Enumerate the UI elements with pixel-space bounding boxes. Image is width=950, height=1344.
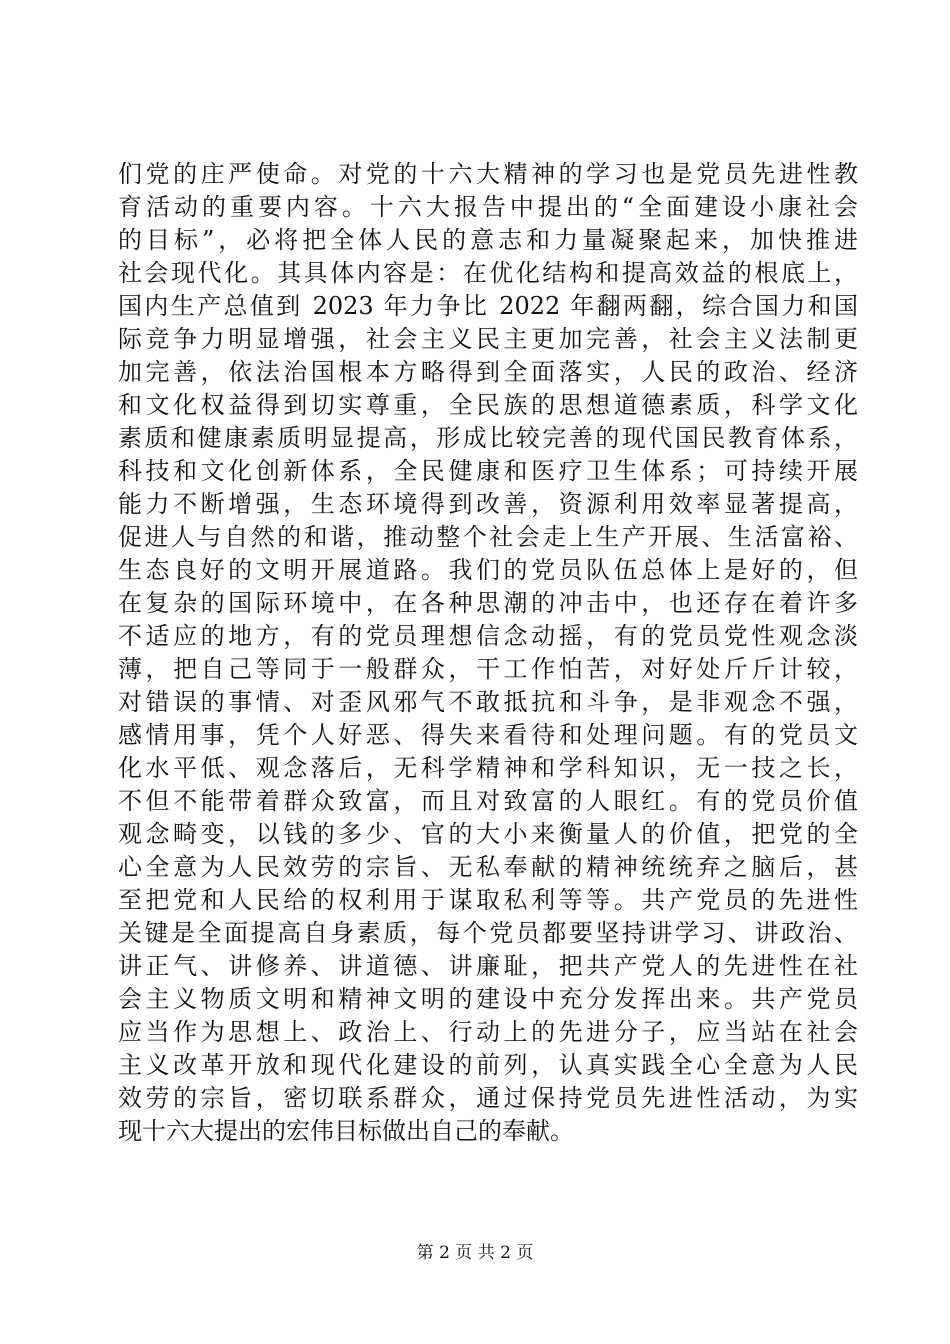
text-line: 感情用事，凭个人好恶、得失来看待和处理问题。有的党员文: [118, 721, 858, 749]
text-line: 们党的庄严使命。对党的十六大精神的学习也是党员先进性教: [118, 160, 858, 188]
text-line: 关键是全面提高自身素质，每个党员都要坚持讲学习、讲政治、: [118, 919, 858, 947]
text-line: 薄，把自己等同于一般群众，干工作怕苦，对好处斤斤计较，: [118, 655, 858, 683]
text-line: 不适应的地方，有的党员理想信念动摇，有的党员党性观念淡: [118, 622, 858, 650]
body-paragraph: [118, 158, 858, 1148]
text-line: 社会现代化。其具体内容是：在优化结构和提高效益的根底上，: [118, 259, 858, 287]
text-line: 不但不能带着群众致富，而且对致富的人眼红。有的党员价值: [118, 787, 858, 815]
text-line: 际竞争力明显增强，社会主义民主更加完善，社会主义法制更: [118, 325, 858, 353]
text-line: 能力不断增强，生态环境得到改善，资源利用效率显著提高，: [118, 490, 858, 518]
text-line: 在复杂的国际环境中，在各种思潮的冲击中，也还存在着许多: [118, 589, 858, 617]
text-line: 观念畸变，以钱的多少、官的大小来衡量人的价值，把党的全: [118, 820, 858, 848]
text-line: 至把党和人民给的权利用于谋取私利等等。共产党员的先进性: [118, 886, 858, 914]
text-line: 效劳的宗旨，密切联系群众，通过保持党员先进性活动，为实: [118, 1084, 858, 1112]
text-line: 化水平低、观念落后，无科学精神和学科知识，无一技之长，: [118, 754, 858, 782]
text-line: 对错误的事情、对歪风邪气不敢抵抗和斗争，是非观念不强，: [118, 688, 858, 716]
text-line: 的目标”，必将把全体人民的意志和力量凝聚起来，加快推进: [118, 226, 858, 254]
text-line-last: 现十六大提出的宏伟目标做出自己的奉献。: [118, 1117, 574, 1145]
text-line: 国内生产总值到 2023 年力争比 2022 年翻两翻，综合国力和国: [118, 292, 858, 320]
text-line: 素质和健康素质明显提高，形成比较完善的现代国民教育体系，: [118, 424, 858, 452]
text-line: 加完善，依法治国根本方略得到全面落实，人民的政治、经济: [118, 358, 858, 386]
page-footer: [0, 1242, 950, 1264]
text-line: 生态良好的文明开展道路。我们的党员队伍总体上是好的，但: [118, 556, 858, 584]
text-line: 应当作为思想上、政治上、行动上的先进分子，应当站在社会: [118, 1018, 858, 1046]
text-line: 主义改革开放和现代化建设的前列，认真实践全心全意为人民: [118, 1051, 858, 1079]
text-line: 促进人与自然的和谐，推动整个社会走上生产开展、生活富裕、: [118, 523, 858, 551]
text-line: 育活动的重要内容。十六大报告中提出的“全面建设小康社会: [118, 193, 858, 221]
text-line: 讲正气、讲修养、讲道德、讲廉耻，把共产党人的先进性在社: [118, 952, 858, 980]
text-line: 会主义物质文明和精神文明的建设中充分发挥出来。共产党员: [118, 985, 858, 1013]
text-line: 科技和文化创新体系，全民健康和医疗卫生体系；可持续开展: [118, 457, 858, 485]
text-line: 和文化权益得到切实尊重，全民族的思想道德素质，科学文化: [118, 391, 858, 419]
page-number-label: 第 2 页 共 2 页: [416, 1243, 534, 1263]
text-line: 心全意为人民效劳的宗旨、无私奉献的精神统统弃之脑后，甚: [118, 853, 858, 881]
